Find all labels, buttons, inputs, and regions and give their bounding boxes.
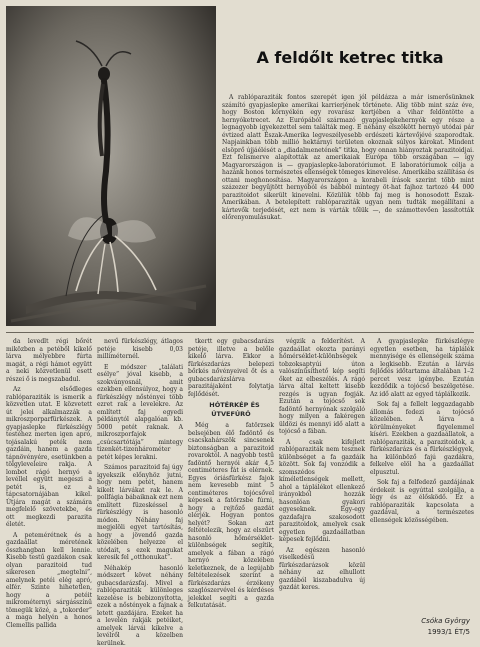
paragraph: A csak kifejlett rablóparaziták nem tesznek különbséget a fa gazdáik között. Sok faj vonzódik a szomszédos kíméletlenségek mellett, ahol a táplálékot ellenkező irányokból hozzák hasonlóan gyakori egyeseknek. Egy-egy gazdafajra szakosodott parazitoidok, amelyek csak egyetlen gazdaállatban képesek fejlődni. [279, 439, 365, 544]
paragraph: da levedlt régi bőrét miközben a petéből kikelő lárva mélyebbre fúrta magát, a régi hámot együtt a neki közvetlenül esett részei ő is megszabadul. [6, 338, 92, 383]
paragraph: Sok faj a felfedező gazdájának érdekeit is egyúttal szolgálja, a légy és az élősködő. Ez a rablóparaziták kapcsolata a gazdával, a természetes ellenségek közösségében. [370, 479, 474, 524]
paragraph: Néhakép hasonló módszert követ néhány gubacsdarázsfaj. Mivel a rablóparaziták különleges kezelése is bebizonyította, ezek a nőstények a fajnak a letett gazdájára. Ezeket ha a levelén rakják petéiket, amelyek lárvái kikelve a levélről a közelben kerülnek. [97, 565, 183, 647]
page-folio: 1993/1 ÉT/5 [428, 628, 470, 636]
text-column-5 [370, 338, 474, 618]
paragraph: Sok faj a fellelt leggazdagabb állomás fedezi a tojócső közelében. A lárva a körülményeket figyelemmel kíséri. Ezekben a gazdaállatok, a rablóparaziták, a parazitoidok, a fürkészdarázs és a fürkészlégyek, ha különböző fajú gazdákra, felkelve elöl ha a gazdaállat elpusztul. [370, 401, 474, 476]
text-column-4 [279, 338, 365, 628]
paragraph: nevű fürkészlégy, átlagos petéje kisebb 0,03 milliméternél. [97, 338, 183, 361]
paragraph: A petemérétnek és a gazdaállat méretének összhangban kell lennie. Kisebb testű gazdákon csak olyan parazitoid tud sikeresen „megtelni”, amelynek petéi elég apró, elfér. Szinte hihetetlen, hogy a petéit mikrométernyi sárgásszínű tömegük közé, a „tokorder” a maga helyén a honos Clemellis pallida [6, 532, 92, 630]
paragraph: Az elsődleges rablóparaziták is ismerik a közvetlen utat. E közvetett út jelei alkalmazzák a mikroszporparfürkészek. A gyapjaslepke fürkészlégy testéhez merten igen apró, tojásalakú peték nem gazdáin, hanem a gazda tápnövényére, esetünkben a tölgyleveleire rakja. A lombot rágó hernyó a levéllel együtt megeszi a petét is, ez a tápcsatornájában kikel. Útjára magát a számára megfelelő szövetekbe, és ott megkezdi parazita életét. [6, 386, 92, 529]
intro-paragraph: A rablóparaziták fontos szerepét igen jól példázza a már ismerősünknek számító gyapjaslepke amerikai karrierjének története. Alig több mint száz éve, hogy Boston környékén egy rovarász kertjében a vihar feldöntötte a hernyóketrecet. Az Európából származó gyapjaslepkehernyók egy része a legnagyobb igyekezettel sem találták meg. E néhány elszökött hernyó utódai pár évtized alatt Észak-Amerika legveszélyesebb erdészeti kártevőjévé szaporodtak. Napjainkban több millió hektárnyi területen okoznak súlyos károkat. Mindent elsöprő újjáélését a „diadalmenetének” titka, hogy onnan hiányoztak parazitoidjai. Ezt felismerve alapították az amerikaiak Európa több országában — így Magyarországon is — gyapjaslepke-laboratóriumot. E laboratóriumok célja a hazánk honos természetes ellenségek tömeges kinevelése. Amerikába szállítása és ottani meghonosítása. Magyarországon a korabeli írások szerint több mint százezer begyűjtött hernyóból és bábból mintegy öt-hat fajhoz tartozó 44 000 parazitoidot sikerült kinevelni. Közülük több faj meg is honosodott Észak-Amerikában. A betelepített rablóparaziták ugyan nem tudták megállítani a kártevők terjedését, ezt nem is várták tőlük —, de számottevően lassították előrenyomulásukat. [222, 94, 474, 222]
text-column-3 [188, 338, 274, 628]
author-signature: Csóka György [421, 617, 470, 625]
text-column-2 [97, 338, 183, 628]
text-column-1 [6, 338, 92, 628]
paragraph: Az egészen hasonló viselkedésű fürkészdarázsok közül néhány az elhullott gazdából kiszabadulva új gazdát keres. [279, 547, 365, 592]
ichneumon-wasp-illustration [6, 6, 216, 326]
article-intro [222, 94, 474, 326]
section-heading: HÓTÉRKÉP ÉS ÚTVEFÚRÓ [188, 401, 274, 419]
paragraph: E módszer „találati esélye” jóval kisebb, a szokványosnál, amit ezekben ellensúlyoz, hogy a fürkészlégy nőstényei több ezret rak a levelekre. Az említett faj egyedi példánytól alapgalóan kb. 5000 petét raknak. A mikroszporfajok „csúcsartótája” mintegy tizenkét-tizenhárométer petét képes lerakni. [97, 364, 183, 462]
paragraph: tkertt egy gubacsdarázs petéje, illetve a belőle kikelő lárva. Ekkor a fürkészdarázs belepezi bőrkés nővényeivel őt és a gubacsdarázslárva parazitájaként folytatja fejlődését. [188, 338, 274, 398]
paragraph: végzik a felderítést. A gazdaállat okozta parányi hőmérséklet-különbségek tobzoksaptyúi úton valószínűsíthető kép segíti őket az elbeszélés. A rágó lárva által keltett kisebb rezgés is ugyan fogják. Ezután a tojócső sok fadöntő hernyónak szolgáló hogy milyen a fakéregen üldözi és mennyi idő alatt a tojócső a fában. [279, 338, 365, 436]
paragraph: Még a fatörzsek belsejében élő fadöntő és csacskahárszök sincsenek biztonságban a parazitoid rovaroktól. A nagyobb testű fadöntő hernyói akár 4,5 centiméteres fát is elérnek. Egyes óriásfürkész fajok nem kevesebb mint 5 centiméteres tojócsővel képesek a fatörzsbe fúrni, hogy a rejtőző gazdát elérjék. Hogyan pontos helyét? Sokan azt feltételezik, hogy az elszűrt hasonló hőmérséklet-különbségek segítik, amelyek a fában a rágó hernyó közelében keletkeznek, de a legújabb feltételezések szerint a fürkészdarázs érzékeny szaglószervével és kérdéses jelekkel segíti a gazda felkutatását. [188, 422, 274, 610]
article-title: A feldőlt ketrec titka [250, 48, 450, 68]
section-divider [6, 332, 474, 333]
article-photo [6, 6, 216, 326]
paragraph: A gyapjaslepke fürkészlégye egyetlen esetben, ha táplálék mennyisége és ellenségeik száma a legkisebb. Ezután a lárvás fejlődés időtartama általában 1–2 percet vesz igénybe. Ezután kezdődik a tojócső beszélgetése. Az idő alatt az egyed táplálkozik. [370, 338, 474, 398]
paragraph: Számos parazitoid faj úgy igyekszik előnyhöz jutni, hogy nem petét, hanem kikelt lárvákat rak le. A pollfágia bábaiknak ezt nem említett füzeskéssel a fürkészlégy is hasonló módon. Néhány faj megjelöli egyet tartósítás, hogy a jövendő gazda közelében helyezze el utódait, s ezek magukat keresik fel „otthonukat”. [97, 464, 183, 562]
